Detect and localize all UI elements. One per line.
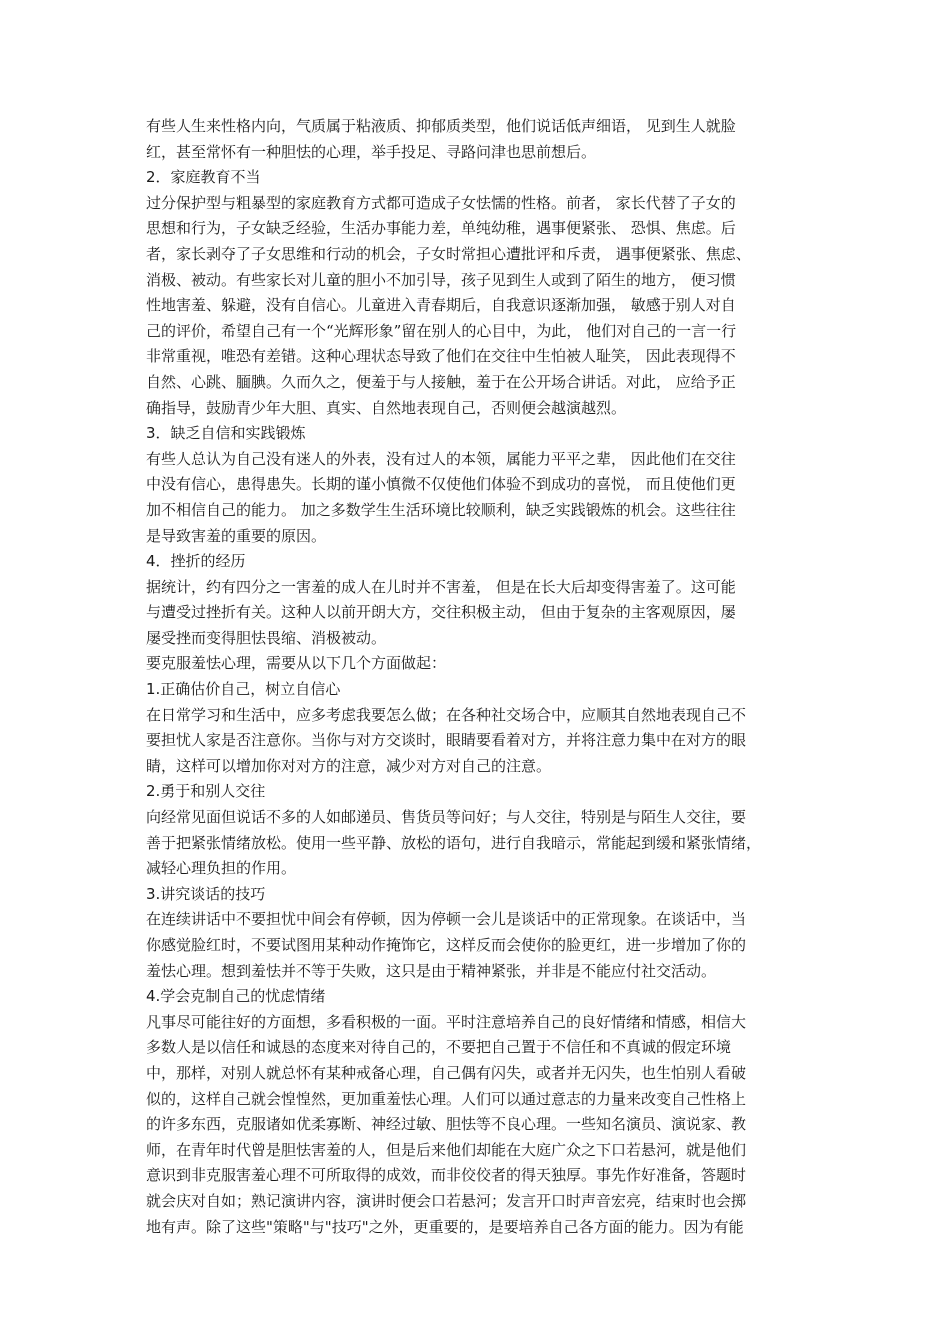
text-line: 要克服羞怯心理，需要从以下几个方面做起： — [146, 654, 447, 673]
text-line: 你感觉脸红时，不要试图用某种动作掩饰它，这样反而会使你的脸更红，进一步增加了你的 — [146, 936, 747, 954]
text-line: 非常重视，唯恐有差错。这种心理状态导致了他们在交往中生怕被人耻笑， 因此表现得不 — [146, 347, 736, 366]
text-line: 要担忧人家是否注意你。当你与对方交谈时，眼睛要看着对方，并将注意力集中在对方的眼 — [146, 731, 747, 750]
section-heading: 3．缺乏自信和实践锻炼 — [146, 424, 306, 443]
text-line: 有些人总认为自己没有迷人的外表，没有过人的本领，属能力平平之辈， 因此他们在交往 — [146, 449, 736, 468]
text-line: 有些人生来性格内向，气质属于粘液质、抑郁质类型，他们说话低声细语， 见到生人就脸 — [146, 117, 736, 135]
text-line: 羞怯心理。想到羞怯并不等于失败，这只是由于精神紧张，并非是不能应付社交活动。 — [146, 961, 717, 980]
text-line: 在日常学习和生活中，应多考虑我要怎么做；在各种社交场合中，应顺其自然地表现自己不 — [146, 705, 747, 724]
section-heading: 4．挫折的经历 — [146, 552, 246, 571]
text-line: 的许多东西，克服诸如优柔寡断、神经过敏、胆怯等不良心理。一些知名演员、演说家、教 — [146, 1115, 747, 1134]
text-line: 性地害羞、躲避，没有自信心。儿童进入青春期后，自我意识逐渐加强， 敏感于别人对自 — [146, 296, 736, 315]
text-line: 地有声。除了这些"策略"与"技巧"之外，更重要的，是要培养自己各方面的能力。因为有能 — [146, 1217, 744, 1236]
text-line: 屡受挫而变得胆怯畏缩、消极被动。 — [146, 628, 387, 647]
text-line: 中，那样，对别人就总怀有某种戒备心理，自己偶有闪失，或者并无闪失，也生怕别人看破 — [146, 1063, 747, 1082]
text-line: 消极、被动。有些家长对儿童的胆小不加引导，孩子见到生人或到了陌生的地方， 便习惯 — [146, 270, 736, 289]
text-line: 多数人是以信任和诚恳的态度来对待自己的，不要把自己置于不信任和不真诚的假定环境 — [146, 1038, 732, 1057]
text-line: 自然、心跳、腼腆。久而久之，便羞于与人接触，羞于在公开场合讲话。对此， 应给予正 — [146, 372, 736, 391]
text-line: 善于把紧张情绪放松。使用一些平静、放松的语句，进行自我暗示，常能起到缓和紧张情绪， — [146, 833, 762, 852]
section-heading: 3.讲究谈话的技巧 — [146, 884, 266, 903]
text-line: 意识到非克服害羞心理不可所取得的成效，而非佼佼者的得天独厚。事先作好准备，答题时 — [146, 1166, 747, 1185]
section-heading: 2.勇于和别人交往 — [146, 782, 266, 801]
section-heading: 4.学会克制自己的忧虑情绪 — [146, 987, 326, 1006]
section-heading: 2．家庭教育不当 — [146, 168, 261, 187]
text-line: 者，家长剥夺了子女思维和行动的机会，子女时常担心遭批评和斥责， 遇事便紧张、焦虑、 — [146, 244, 751, 263]
text-line: 是导致害羞的重要的原因。 — [146, 526, 327, 545]
text-line: 思想和行为，子女缺乏经验，生活办事能力差，单纯幼稚，遇事便紧张、 恐惧、焦虑。后 — [146, 219, 736, 238]
text-line: 减轻心理负担的作用。 — [146, 859, 297, 878]
text-line: 确指导，鼓励青少年大胆、真实、自然地表现自己，否则便会越演越烈。 — [146, 398, 627, 417]
text-line: 在连续讲话中不要担忧中间会有停顿，因为停顿一会儿是谈话中的正常现象。在谈话中，当 — [146, 910, 747, 929]
text-line: 凡事尽可能往好的方面想，多看积极的一面。平时注意培养自己的良好情绪和情感，相信大 — [146, 1012, 747, 1031]
text-line: 加不相信自己的能力。 加之多数学生生活环境比较顺利，缺乏实践锻炼的机会。这些往往 — [146, 500, 736, 519]
text-line: 中没有信心，患得患失。长期的谨小慎微不仅使他们体验不到成功的喜悦， 而且使他们更 — [146, 475, 736, 494]
text-line: 红，甚至常怀有一种胆怯的心理，举手投足、寻路问津也思前想后。 — [146, 142, 597, 161]
text-line: 己的评价，希望自己有一个“光辉形象”留在别人的心目中，为此， 他们对自己的一言一行 — [146, 321, 737, 340]
document-body — [146, 114, 808, 1240]
text-line: 师，在青年时代曾是胆怯害羞的人，但是后来他们却能在大庭广众之下口若悬河，就是他们 — [146, 1140, 747, 1159]
text-line: 与遭受过挫折有关。这种人以前开朗大方，交往积极主动， 但由于复杂的主客观原因，屡 — [146, 603, 736, 622]
text-line: 睛，这样可以增加你对对方的注意，减少对方对自己的注意。 — [146, 756, 552, 775]
section-heading: 1.正确估价自己，树立自信心 — [146, 680, 341, 699]
text-line: 过分保护型与粗暴型的家庭教育方式都可造成子女怯懦的性格。前者， 家长代替了子女的 — [146, 193, 736, 212]
text-line: 据统计，约有四分之一害羞的成人在儿时并不害羞， 但是在长大后却变得害羞了。这可能 — [146, 577, 736, 596]
text-line: 就会庆对自如；熟记演讲内容，演讲时便会口若悬河；发言开口时声音宏亮，结束时也会掷 — [146, 1191, 747, 1210]
text-line: 向经常见面但说话不多的人如邮递员、售货员等问好；与人交往，特别是与陌生人交往，要 — [146, 808, 747, 827]
text-line: 似的，这样自己就会惶惶然，更加重羞怯心理。人们可以通过意志的力量来改变自己性格上 — [146, 1089, 747, 1108]
